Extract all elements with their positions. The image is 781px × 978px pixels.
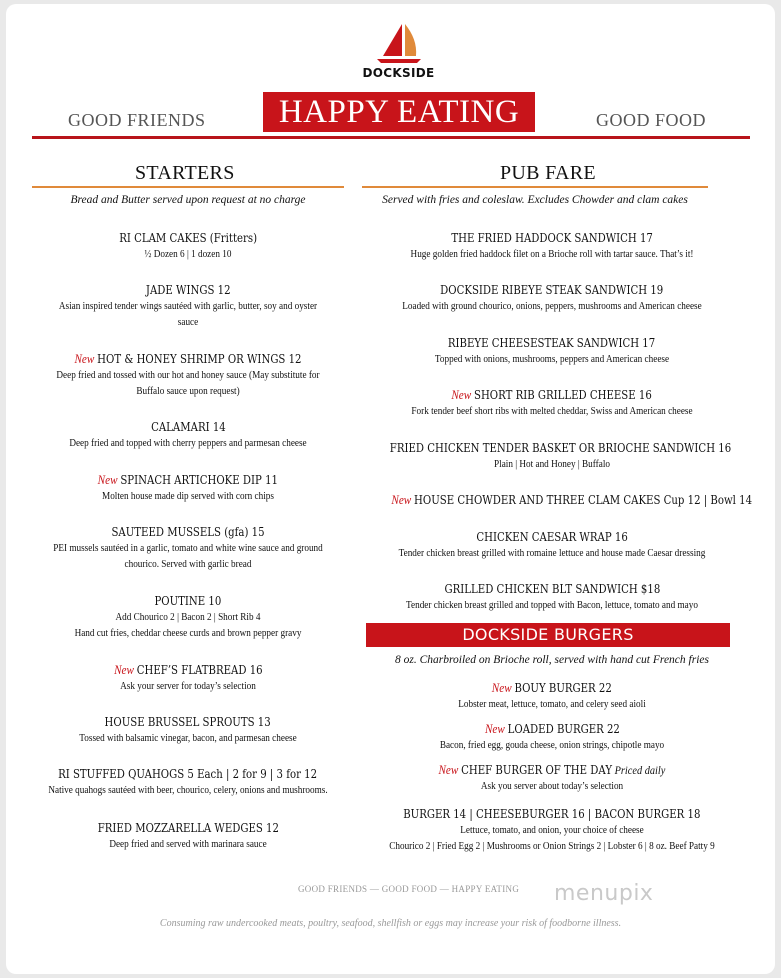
menu-item-description: Lettuce, tomato, and onion, your choice of cheese xyxy=(460,825,644,836)
menu-item-description: Tossed with balsamic vinegar, bacon, and parmesan cheese xyxy=(79,733,297,744)
menu-item-description: Deep fried and tossed with our hot and honey sauce (May substitute for xyxy=(56,370,320,381)
menu-item-name: JADE WINGS 12 xyxy=(145,283,231,297)
menupix-watermark: menupix xyxy=(554,881,654,906)
menu-item-name: HOT & HONEY SHRIMP OR WINGS 12 xyxy=(97,352,302,366)
menu-item-name: BURGER 14 | CHEESEBURGER 16 | BACON BURGER 18 xyxy=(403,807,701,821)
new-badge: New xyxy=(491,680,515,695)
menu-item-name: THE FRIED HADDOCK SANDWICH 17 xyxy=(451,231,653,245)
menu-item-name-line xyxy=(155,592,222,610)
menu-item-name-line xyxy=(492,679,612,697)
menu-item-name: CHEF’S FLATBREAD 16 xyxy=(136,663,263,677)
menu-item-heading xyxy=(12,280,364,299)
menu-item xyxy=(362,760,742,795)
menu-item-description: Lobster meat, lettuce, tomato, and celery seed aioli xyxy=(458,699,646,710)
menu-item-description: Deep fried and served with marinara sauce xyxy=(109,839,267,850)
new-badge: New xyxy=(391,492,415,507)
logo-text: DOCKSIDE xyxy=(362,66,435,80)
menu-item xyxy=(12,417,364,452)
menu-item-name-line xyxy=(439,761,666,779)
burgers-subtitle: 8 oz. Charbroiled on Brioche roll, served with hand cut French fries xyxy=(395,654,709,666)
new-badge: New xyxy=(97,472,121,487)
menu-page xyxy=(6,4,775,974)
menu-item-name: FRIED CHICKEN TENDER BASKET OR BRIOCHE SANDWICH 16 xyxy=(389,441,732,455)
menu-item-name-line xyxy=(105,713,271,731)
menu-item xyxy=(12,660,364,695)
menu-item-name: BOUY BURGER 22 xyxy=(514,681,613,695)
menu-item-name: HOUSE CHOWDER AND THREE CLAM CAKES Cup 12 | Bowl 14 xyxy=(414,493,753,507)
menu-item-name-line xyxy=(485,720,620,738)
menu-item-heading xyxy=(362,804,742,823)
price-note: Priced daily xyxy=(612,763,666,777)
menu-item xyxy=(12,470,364,505)
new-badge: New xyxy=(484,721,508,736)
menu-item-heading xyxy=(12,764,364,783)
burgers-title: DOCKSIDE BURGERS xyxy=(366,623,730,647)
menu-item-description: Topped with onions, mushrooms, peppers and American cheese xyxy=(434,354,670,365)
menu-item-description: Hand cut fries, cheddar cheese curds and brown pepper gravy xyxy=(74,628,302,639)
menu-item-name-line xyxy=(98,471,278,489)
starters-title: STARTERS xyxy=(135,162,235,184)
starters-list xyxy=(12,4,364,904)
menu-item-heading xyxy=(12,228,364,247)
menu-item-name: POUTINE 10 xyxy=(154,594,222,608)
menu-item xyxy=(12,764,364,799)
menu-item-name-line xyxy=(97,819,278,837)
menu-item-description: Deep fried and topped with cherry peppers and parmesan cheese xyxy=(69,438,307,449)
menu-item-description: Buffalo sauce upon request) xyxy=(136,386,240,397)
new-badge: New xyxy=(451,387,475,402)
happy-eating-banner: HAPPY EATING xyxy=(263,92,535,132)
menu-item-heading xyxy=(12,591,364,610)
menu-item-name-line xyxy=(146,281,231,299)
new-badge: New xyxy=(438,762,462,777)
menu-item-description: Huge golden fried haddock filet on a Brioche roll with tartar sauce. That’s it! xyxy=(410,249,694,260)
menu-item-name: SAUTEED MUSSELS (gfa) 15 xyxy=(111,525,265,539)
tagline-right: GOOD FOOD xyxy=(596,110,707,130)
menu-item-heading xyxy=(362,760,742,779)
menu-item-heading xyxy=(12,522,364,541)
food-safety-disclaimer: Consuming raw undercooked meats, poultry, seafood, shellfish or eggs may increase your risk of foodborne illness. xyxy=(159,918,622,929)
menu-item-description: Add Chourico 2 | Bacon 2 | Short Rib 4 xyxy=(115,612,261,623)
menu-item xyxy=(12,712,364,747)
menu-item-description: Fork tender beef short ribs with melted cheddar, Swiss and American cheese xyxy=(411,406,693,417)
menu-item-description: Molten house made dip served with corn chips xyxy=(102,491,274,502)
menu-item-name: GRILLED CHICKEN BLT SANDWICH $18 xyxy=(444,582,660,596)
menu-item-name-line xyxy=(59,765,318,783)
menu-item-description: Ask your server for today’s selection xyxy=(120,681,256,692)
menu-item xyxy=(12,818,364,853)
pubfare-title: PUB FARE xyxy=(500,162,596,184)
menu-item-name: HOUSE BRUSSEL SPROUTS 13 xyxy=(104,715,272,729)
menu-item-name: FRIED MOZZARELLA WEDGES 12 xyxy=(97,821,279,835)
pubfare-subtitle: Served with fries and coleslaw. Excludes Chowder and clam cakes xyxy=(382,194,688,206)
menu-item-heading xyxy=(362,678,742,697)
menu-item-name-line xyxy=(151,418,226,436)
menu-item-name: CALAMARI 14 xyxy=(150,420,226,434)
menu-item-heading xyxy=(362,719,742,738)
menu-item xyxy=(12,522,364,573)
menu-item xyxy=(362,804,742,855)
footer-tagline: GOOD FRIENDS — GOOD FOOD — HAPPY EATING xyxy=(298,884,520,894)
menu-item-name: SHORT RIB GRILLED CHEESE 16 xyxy=(474,388,653,402)
menu-item-description: Tender chicken breast grilled and topped with Bacon, lettuce, tomato and mayo xyxy=(406,600,698,611)
menu-item-heading xyxy=(12,349,364,368)
menu-item-heading xyxy=(12,712,364,731)
menu-item-name-line xyxy=(74,350,301,368)
menu-item-name-line xyxy=(403,805,700,823)
menu-item-name: RIBEYE CHEESESTEAK SANDWICH 17 xyxy=(448,336,656,350)
menu-item xyxy=(362,678,742,713)
menu-item xyxy=(12,280,364,331)
menu-item xyxy=(12,228,364,263)
menu-item-description: Chourico 2 | Fried Egg 2 | Mushrooms or Onion Strings 2 | Lobster 6 | 8 oz. Beef Patty 9 xyxy=(389,841,715,852)
menu-item-description: Tender chicken breast grilled with romaine lettuce and house made Caesar dressing xyxy=(398,548,706,559)
menu-item-name: CHEF BURGER OF THE DAY xyxy=(461,763,613,777)
menu-item-name-line xyxy=(119,229,257,247)
menu-item-description: sauce xyxy=(177,317,199,328)
menu-item-name-line xyxy=(114,661,263,679)
burgers-list xyxy=(362,4,742,904)
starters-subtitle: Bread and Butter served upon request at no charge xyxy=(70,194,306,206)
menu-item-heading xyxy=(12,818,364,837)
new-badge: New xyxy=(74,351,98,366)
menu-item xyxy=(362,719,742,754)
menu-item-description: Native quahogs sautéed with beer, chourico, celery, onions and mushrooms. xyxy=(48,785,328,796)
menu-item-description: PEI mussels sautéed in a garlic, tomato and white wine sauce and ground xyxy=(53,543,323,554)
menu-item-heading xyxy=(12,417,364,436)
menu-item-description: Ask you server about today’s selection xyxy=(480,781,624,792)
new-badge: New xyxy=(113,662,137,677)
menu-item-heading xyxy=(12,470,364,489)
menu-item-name: SPINACH ARTICHOKE DIP 11 xyxy=(120,473,279,487)
tagline-left: GOOD FRIENDS xyxy=(68,110,206,130)
menu-item xyxy=(12,349,364,400)
menu-item-description: Bacon, fried egg, gouda cheese, onion strings, chipotle mayo xyxy=(439,740,665,751)
menu-item-name: RI CLAM CAKES (Fritters) xyxy=(119,231,257,245)
menu-item-description: ½ Dozen 6 | 1 dozen 10 xyxy=(144,249,232,260)
menu-item-description: Plain | Hot and Honey | Buffalo xyxy=(494,459,610,470)
menu-item-description: Loaded with ground chourico, onions, peppers, mushrooms and American cheese xyxy=(402,301,702,312)
menu-item-description: Asian inspired tender wings sautéed with garlic, butter, soy and oyster xyxy=(58,301,318,312)
menu-item-name: CHICKEN CAESAR WRAP 16 xyxy=(476,530,628,544)
menu-item-name-line xyxy=(111,523,264,541)
menu-item xyxy=(12,591,364,642)
menu-item-name: LOADED BURGER 22 xyxy=(507,722,620,736)
menu-item-name: DOCKSIDE RIBEYE STEAK SANDWICH 19 xyxy=(440,283,664,297)
menu-item-description: chourico. Served with garlic bread xyxy=(124,559,252,570)
menu-item-heading xyxy=(12,660,364,679)
menu-item-name: RI STUFFED QUAHOGS 5 Each | 2 for 9 | 3 for 12 xyxy=(58,767,318,781)
